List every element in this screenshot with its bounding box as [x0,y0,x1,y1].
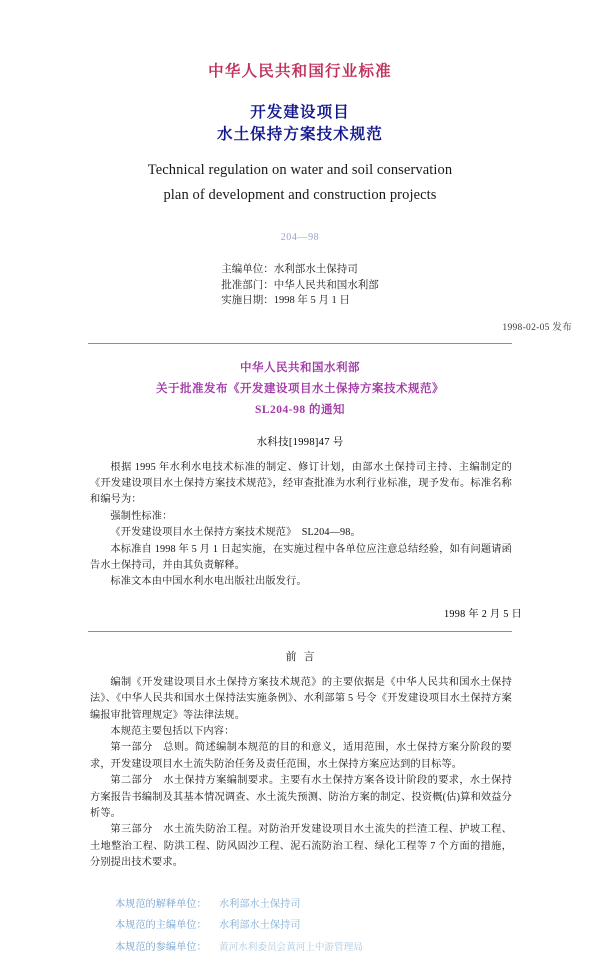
document-title-cn-line2: 水土保持方案技术规范 [216,126,383,143]
document-title-en-line1: Technical regulation on water and soil conservation [147,162,453,178]
credit-row-co-editor [115,937,600,958]
cover-block [0,0,600,333]
credit-row-interpreter [115,894,600,916]
preface-paragraph: 编制《开发建设项目水土保持方案技术规范》的主要依据是《中华人民共和国水土保持法》、《中华人民共和国水土保持法实施条例》、水利部第 5 号令《开发建设项目水土保持方案编报审批管理规定》等法律法规。 [90,676,512,721]
notice-document-number: 水科技[1998]47 号 [256,436,344,448]
standard-class-heading: 中华人民共和国行业标准 [208,63,392,80]
preface-paragraph: 第二部分 水土保持方案编制要求。主要有水土保持方案各设计阶段的要求，水土保持方案报告书编制及其基本情况调查、水土流失预测、防治方案的制定、投资概(估)算和效益分析等。 [90,775,512,819]
notice-heading-line2: 关于批准发布《开发建设项目水土保持方案技术规范》 [156,382,444,395]
credit-value: 水利部水土保持司 [219,898,301,910]
notice-paragraph: 本标准自 1998 年 5 月 1 日起实施，在实施过程中各单位应注意总结经验，如有问题请函告水土保持司，并由其负责解释。 [90,543,512,571]
issuer-row-approver: 批准部门：中华人民共和国水利部 [221,279,379,291]
notice-heading-line1: 中华人民共和国水利部 [240,361,360,374]
issuer-row-effective-date: 实施日期：1998 年 5 月 1 日 [221,295,350,306]
preface-heading: 前言 [285,650,322,663]
notice-sign-date: 1998 年 2 月 5 日 [443,608,522,620]
credit-value: 黄河水利委员会黄河上中游管理局 [219,941,363,953]
issuer-row-editor: 主编单位：水利部水土保持司 [221,264,358,275]
preface-paragraph: 第一部分 总则。简述编制本规范的目的和意义，适用范围，水土保持方案分阶段的要求，开发建设项目水土流失防治任务及责任范围，水土保持方案应达到的目标等。 [90,742,512,770]
notice-paragraph: 《开发建设项目水土保持方案技术规范》 SL204—98。 [110,527,361,539]
document-title-en-line2: plan of development and construction projects [163,187,437,203]
issuer-info-block [0,262,600,309]
standard-number: 204—98 [280,232,320,243]
credit-value: 水利部水土保持司 [219,920,301,932]
credit-label: 本规范的主编单位： [115,920,207,932]
notice-heading [0,358,600,421]
preface-paragraph: 第三部分 水土流失防治工程。对防治开发建设项目水土流失的拦渣工程、护坡工程、土地整治工程、防洪工程、防风固沙工程、泥石流防治工程、绿化工程等 7 个方面的措施，分别提出技术要求。 [90,824,512,869]
credit-row-chief-editor [115,915,600,937]
notice-paragraph: 强制性标准： [110,510,173,522]
notice-body [0,460,600,591]
document-title-cn-line1: 开发建设项目 [250,104,350,121]
credits-block [0,894,600,958]
preface-block [0,632,600,958]
notice-paragraph: 根据 1995 年水利水电技术标准的制定、修订计划，由部水土保持司主持、主编制定的《开发建设项目水土保持方案技术规范》，经审查批准为水利行业标准，现予发布。标准名称和编号为： [90,461,512,506]
credit-label: 本规范的解释单位： [115,898,207,910]
preface-paragraph: 本规范主要包括以下内容： [110,725,235,737]
notice-block [0,344,600,620]
preface-body [0,675,600,872]
document-title-en [0,158,600,208]
publish-date: 1998-02-05 发布 [502,322,572,333]
notice-heading-line3: SL204-98 的通知 [254,403,346,416]
credit-label: 本规范的参编单位： [115,941,207,953]
notice-paragraph: 标准文本由中国水利水电出版社出版发行。 [110,576,307,588]
